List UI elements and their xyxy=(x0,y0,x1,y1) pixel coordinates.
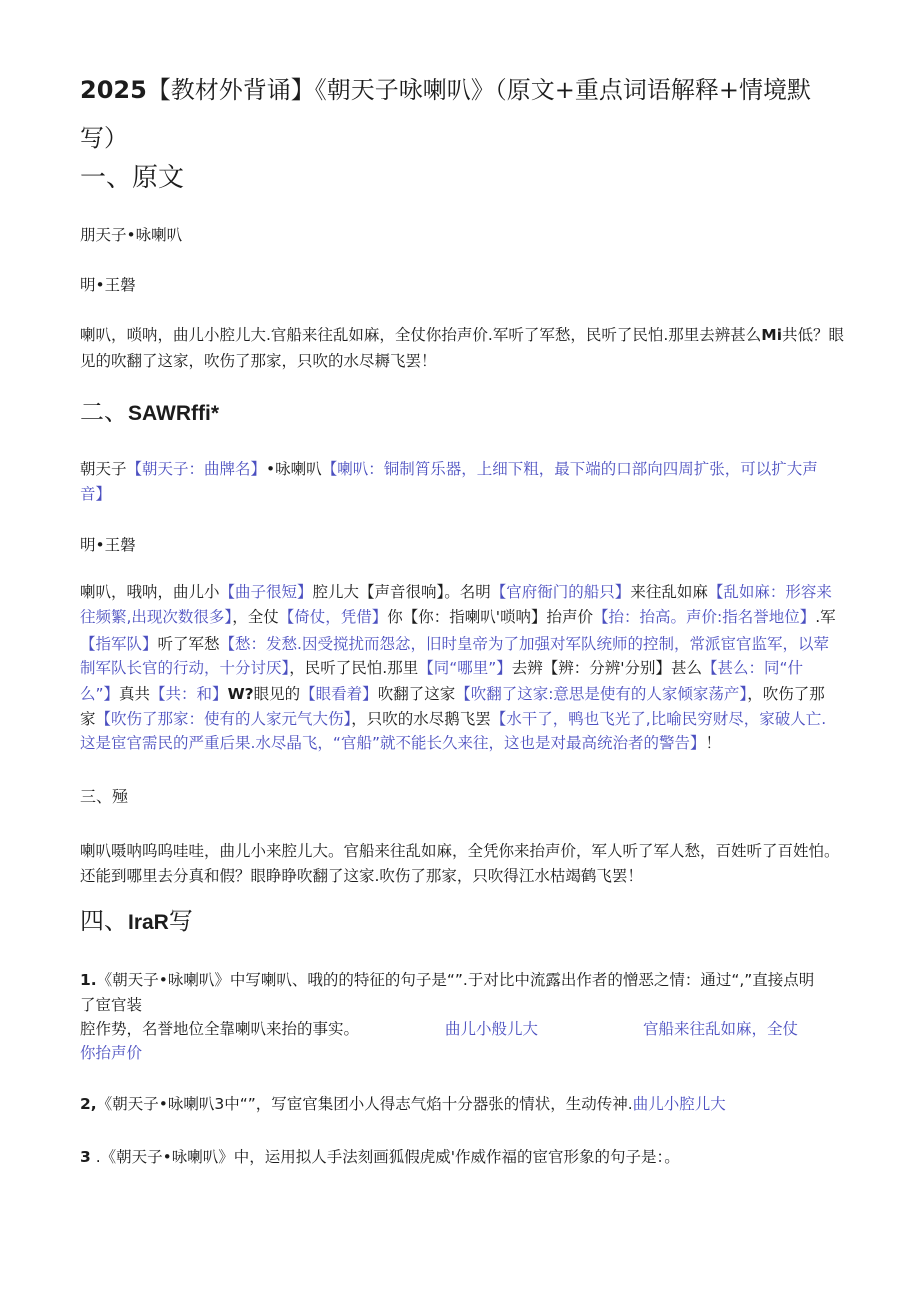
text-run: .《朝天子•咏喇叭》中，运用拟人手法刻画狐假虎威'作威作福的宦官形象的句子是：。 xyxy=(90,1148,680,1166)
text-run: 明•王磐 xyxy=(80,536,136,554)
original-text-line xyxy=(80,349,437,373)
text-run: ！ xyxy=(705,734,722,752)
text-run: 喇叭，哦呐，曲儿小 xyxy=(80,583,220,601)
annotated-text-line xyxy=(80,632,829,656)
question-1-line xyxy=(80,968,814,992)
text-run: 朝天子 xyxy=(80,460,127,478)
annotation-text: 【朝天子：曲牌名】 xyxy=(126,460,267,478)
text-run: 一、原文 xyxy=(80,163,185,193)
text-run: 喇叭嗫呐呜呜哇哇，曲儿小来腔儿大。官船来往乱如麻，全凭你来抬声价，军人听了军人愁，百姓听了百姓怕。 xyxy=(80,842,840,860)
section-heading-translation xyxy=(80,785,128,809)
annotated-poem-title-line xyxy=(80,457,818,481)
annotated-text-line xyxy=(80,707,826,731)
text-run: 你【你：指喇叭'唢呐】抬声价 xyxy=(387,608,593,626)
bold-text: 3 xyxy=(80,1148,91,1166)
text-run: 吹翻了这家 xyxy=(377,685,456,703)
bold-text: 2, xyxy=(80,1095,97,1113)
question-1-line: 腔作势，名誉地位全靠喇叭来抬的事实。 xyxy=(80,1020,360,1038)
text-run: ，只吹的水尽鹅飞罢 xyxy=(351,710,491,728)
text-run: 四、 xyxy=(80,907,128,935)
text-run: ，民听了民怕.那里 xyxy=(289,659,419,677)
text-run: 真共 xyxy=(119,685,151,703)
poem-author xyxy=(80,273,136,297)
annotation-text: 【曲子很短】 xyxy=(219,583,313,601)
annotated-text-line xyxy=(80,731,721,755)
question-1-answer: 官船来往乱如麻，全仗 xyxy=(643,1020,799,1038)
annotation-text: 【水干了，鸭也飞光了,比喻民穷财尽，家破人亡. xyxy=(490,710,827,728)
document-title-line xyxy=(80,122,128,154)
annotation-text: 【吹翻了这家:意思是使有的人家倾家荡产】 xyxy=(455,685,748,703)
annotation-text: 这是宦官需民的严重后果.水尽晶飞，“官船”就不能长久来往，这也是对最高统治者的警告】 xyxy=(80,734,706,752)
text-run: 共低？眼 xyxy=(782,326,845,344)
section-heading-original-text xyxy=(80,161,184,195)
text-run: ，吹伤了那 xyxy=(747,685,825,703)
annotation-text: 【愁：发愁.因受搅扰而怨忿，旧时皇帝为了加强对军队统师的控制，常派宦官监军，以荤 xyxy=(219,635,829,653)
bold-text: Mi xyxy=(761,326,783,344)
annotation-text: 【乱如麻：形容来 xyxy=(707,583,832,601)
text-run: 明•王磐 xyxy=(80,276,136,294)
text-run: 家 xyxy=(80,710,96,728)
annotation-text: 【喇叭：铜制筲乐器，上细下粗，最下端的口部向四周扩张，可以扩大声 xyxy=(321,460,818,478)
text-run: 《朝天子•咏喇叭3中“”，写宦官集团小人得志气焰十分器张的情状，生动传神. xyxy=(96,1095,633,1113)
bold-text: W? xyxy=(227,685,254,703)
bold-text: 1. xyxy=(80,971,97,989)
text-run: 见的吹翻了这家，吹伤了那家，只吹的水尽耨飞罢！ xyxy=(80,352,437,370)
annotation-text: 【眼看着】 xyxy=(300,685,378,703)
annotated-text-line xyxy=(80,682,825,706)
annotation-text: 【官府衙门的船只】 xyxy=(490,583,631,601)
text-run: 【教材外背诵】《朝天子咏喇叭》（原文+重点词语解释+情境默 xyxy=(146,76,812,104)
annotation-text: 往频繁,出现次数很多】 xyxy=(80,608,233,626)
original-text-line xyxy=(80,323,844,347)
text-run: 还能到哪里去分真和假？眼睁睁吹翻了这家.吹伤了那家，只吹得江水枯竭鹤飞罢！ xyxy=(80,867,643,885)
text-run: 腔儿大【声音很响】。名明 xyxy=(312,583,491,601)
annotation-text: 【指军队】 xyxy=(80,635,158,653)
bold-text: SAWRffi* xyxy=(128,402,219,425)
poem-title xyxy=(80,223,182,247)
poem-author xyxy=(80,533,136,557)
text-run: 朋天子•咏喇叭 xyxy=(80,226,183,244)
annotated-text-line xyxy=(80,656,803,680)
question-1-line xyxy=(80,993,142,1017)
text-run: 来往乱如麻 xyxy=(630,583,708,601)
text-run: 写） xyxy=(80,124,128,152)
annotation-text: 【共：和】 xyxy=(150,685,228,703)
text-run: 听了军愁 xyxy=(157,635,220,653)
text-run: 三、殛 xyxy=(80,787,129,806)
text-run: 喇叭，唢呐，曲儿小腔儿大.官船来往乱如麻，全仗你抬声价.军听了军愁，民听了民怕.那里去辨甚么 xyxy=(80,326,762,344)
section-heading-annotations xyxy=(80,396,219,430)
question-2-line xyxy=(80,1092,726,1116)
question-1-answer: 你抬声价 xyxy=(80,1044,143,1062)
text-run: 二、 xyxy=(80,398,128,426)
text-run: 写 xyxy=(168,907,193,935)
text-run: 去辨【辨：分辨'分别】甚么 xyxy=(511,659,703,677)
question-1-answer: 曲儿小般儿大 xyxy=(445,1020,539,1038)
question-3-line xyxy=(80,1145,680,1169)
annotation-text: 【抬：抬高。声价:指名誉地位】 xyxy=(592,608,816,626)
annotated-text-line xyxy=(80,580,832,604)
annotation-text: 【吹伤了那家：使有的人家元气大伤】 xyxy=(95,710,352,728)
annotation-text: 【倚仗，凭借】 xyxy=(278,608,388,626)
translation-text-line xyxy=(80,864,643,888)
section-heading-dictation xyxy=(80,905,193,939)
text-run: •咏喇叭 xyxy=(266,460,322,478)
annotation-text: 么”】 xyxy=(80,685,120,703)
bold-text: IraR xyxy=(128,911,169,934)
annotation-text: 【同“哪里”】 xyxy=(418,659,512,677)
annotation-text: 曲儿小腔儿大 xyxy=(632,1095,726,1113)
annotated-text-line xyxy=(80,605,836,629)
annotation-text: 【甚么：同“什 xyxy=(702,659,804,677)
annotation-text: 制军队长官的行动，十分讨厌】 xyxy=(80,659,290,677)
text-run: .军 xyxy=(815,608,836,626)
document-title-line xyxy=(80,74,811,106)
text-run: ，全仗 xyxy=(232,608,279,626)
text-run: 眼见的 xyxy=(253,685,301,703)
annotated-poem-title-line xyxy=(80,482,111,506)
text-run: 了宦官装 xyxy=(80,996,143,1014)
text-run: 《朝天子•咏喇叭》中写喇叭、哦的的特征的句子是“”.于对比中流露出作者的憎恶之情：通过“,”直接点明 xyxy=(96,971,815,989)
translation-text-line xyxy=(80,839,840,863)
bold-text: 2025 xyxy=(80,76,147,104)
annotation-text: 音】 xyxy=(80,485,112,503)
